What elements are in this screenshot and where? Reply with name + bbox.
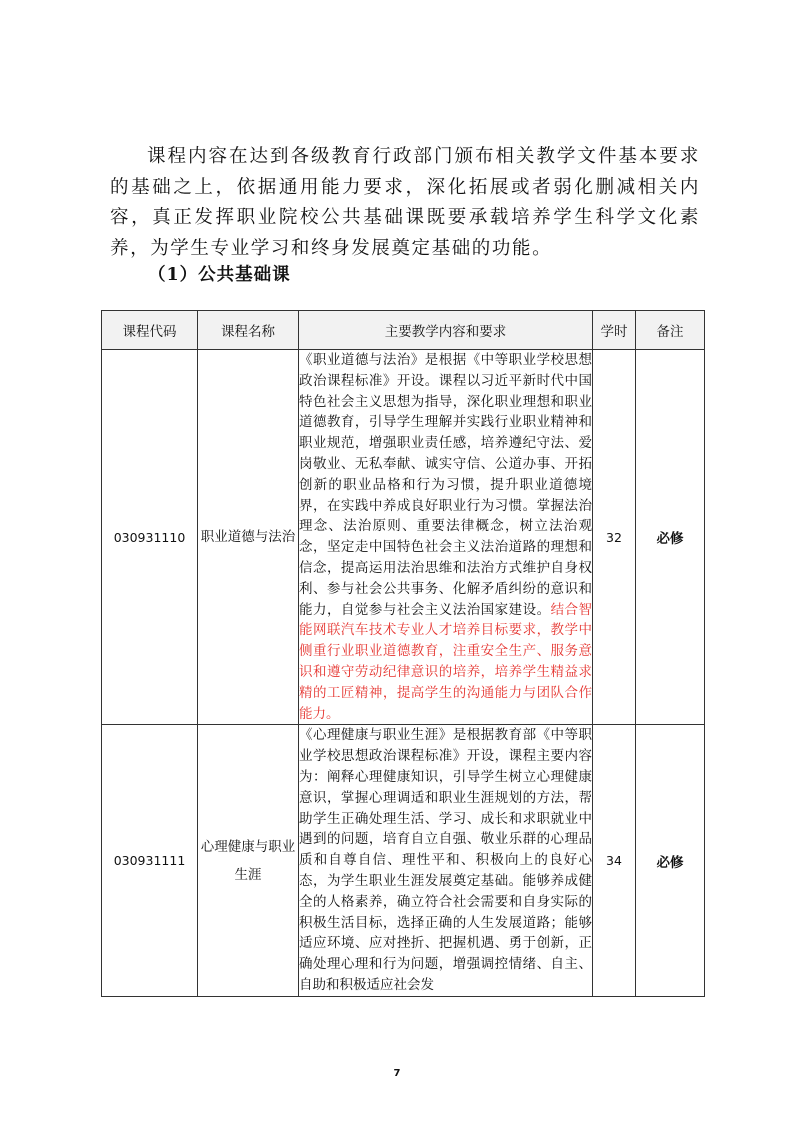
page-number: 7 <box>393 1068 401 1079</box>
table-row <box>102 725 705 996</box>
header-course-name: 课程名称 <box>198 311 299 350</box>
course-content <box>299 350 593 725</box>
course-code: 030931111 <box>102 725 198 996</box>
section-heading: （1）公共基础课 <box>148 265 291 285</box>
course-code: 030931110 <box>102 350 198 725</box>
header-course-code: 课程代码 <box>102 311 198 350</box>
header-course-content: 主要教学内容和要求 <box>299 311 593 350</box>
course-content <box>299 725 593 996</box>
course-content-text: 《心理健康与职业生涯》是根据教育部《中等职业学校思想政治课程标准》开设，课程主要内容为：阐释心理健康知识，引导学生树立心理健康意识，掌握心理调适和职业生涯规划的方法，帮助学生正确处理生活、学习、成长和求职就业中遇到的问题，培育自立自强、敬业乐群的心理品质和自尊自信、理性平和、积极向上的良好心态，为学生职业生涯发展奠定基础。能够养成健全的人格素养，确立符合社会需要和自身实际的积极生活目标，选择正确的人生发展道路；能够适应环境、应对挫折、把握机遇、勇于创新，正确处理心理和行为问题，增强调控情绪、自主、自助和积极适应社会发 <box>299 727 592 993</box>
course-note: 必修 <box>636 350 705 725</box>
table-row <box>102 350 705 725</box>
course-name: 心理健康与职业生涯 <box>198 725 299 996</box>
course-hours: 34 <box>593 725 636 996</box>
header-hours: 学时 <box>593 311 636 350</box>
header-note: 备注 <box>636 311 705 350</box>
course-content-highlight: 结合智能网联汽车技术专业人才培养目标要求，教学中侧重行业职业道德教育，注重安全生产、服务意识和遵守劳动纪律意识的培养，培养学生精益求精的工匠精神，提高学生的沟通能力与团队合作能力。 <box>299 601 593 722</box>
table-header-row <box>102 311 705 350</box>
course-hours: 32 <box>593 350 636 725</box>
course-content-text: 《职业道德与法治》是根据《中等职业学校思想政治课程标准》开设。课程以习近平新时代中国特色社会主义思想为指导，深化职业理想和职业道德教育，引导学生理解并实践行业职业精神和职业规范，增强职业责任感，培养遵纪守法、爱岗敬业、无私奉献、诚实守信、公道办事、开拓创新的职业品格和行为习惯，提升职业道德境界，在实践中养成良好职业行为习惯。掌握法治理念、法治原则、重要法律概念，树立法治观念，坚定走中国特色社会主义法治道路的理想和信念，提高运用法治思维和法治方式维护自身权利、参与社会公共事务、化解矛盾纠纷的意识和能力，自觉参与社会主义法治国家建设。 <box>299 352 592 618</box>
intro-paragraph: 课程内容在达到各级教育行政部门颁布相关教学文件基本要求的基础之上，依据通用能力要求，深化拓展或者弱化删减相关内容，真正发挥职业院校公共基础课既要承载培养学生科学文化素养，为学生专业学习和终身发展奠定基础的功能。 <box>110 146 700 259</box>
course-table <box>101 310 705 997</box>
course-name: 职业道德与法治 <box>198 350 299 725</box>
course-note: 必修 <box>636 725 705 996</box>
